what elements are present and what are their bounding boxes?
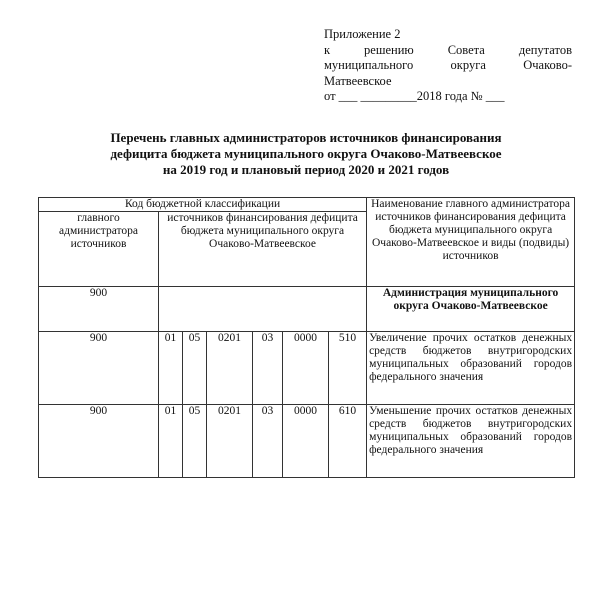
code-subgroup-cell: 05 [183, 405, 207, 478]
source-name-cell: Уменьшение прочих остатков денежных средств бюджетов внутригородских муниципальных образований городов федерального значения [367, 405, 575, 478]
source-name-cell: Увеличение прочих остатков денежных средств бюджетов внутригородских муниципальных образований городов федерального значения [367, 332, 575, 405]
header-row-group [39, 198, 575, 212]
code-group-cell: 01 [159, 332, 183, 405]
appendix-line-name: Матвеевское [324, 73, 392, 88]
admin-code-cell: 900 [39, 405, 159, 478]
code-level-cell: 03 [253, 405, 283, 478]
header-sources: источников финансирования дефицита бюджета муниципального округа Очаково-Матвеевское [159, 212, 367, 287]
code-operation-cell: 610 [329, 405, 367, 478]
document-title [40, 130, 572, 178]
appendix-line-district: муниципального округа Очаково- [324, 58, 572, 72]
title-line-3: на 2019 год и плановый период 2020 и 2021 годов [162, 162, 450, 177]
appendix-title: Приложение 2 [324, 27, 401, 41]
code-operation-cell: 510 [329, 332, 367, 405]
code-kind-cell: 0000 [283, 332, 329, 405]
table-row [39, 287, 575, 332]
empty-source-cell [159, 287, 367, 332]
admin-name-cell: Администрация муниципального округа Очаково-Матвеевское [367, 287, 575, 332]
code-level-cell: 03 [253, 332, 283, 405]
header-code-group: Код бюджетной классификации [39, 198, 367, 212]
admin-code-cell: 900 [39, 287, 159, 332]
header-admin: главного администратора источников [39, 212, 159, 287]
code-kind-cell: 0000 [283, 405, 329, 478]
admin-code-cell: 900 [39, 332, 159, 405]
title-line-2: дефицита бюджета муниципального округа Очаково-Матвеевское [110, 146, 502, 161]
code-subgroup-cell: 05 [183, 332, 207, 405]
code-group-cell: 01 [159, 405, 183, 478]
appendix-block [324, 27, 572, 105]
appendix-line-decision: к решению Совета депутатов [324, 42, 572, 57]
table-row [39, 405, 575, 478]
table-row [39, 332, 575, 405]
code-article-cell: 0201 [207, 405, 253, 478]
code-article-cell: 0201 [207, 332, 253, 405]
header-name: Наименование главного администратора источников финансирования дефицита бюджета муниципального округа Очаково-Матвеевское и виды (подвиды) источников [367, 198, 575, 287]
title-line-1: Перечень главных администраторов источников финансирования [110, 130, 502, 145]
appendix-date-line: от ___ _________2018 года № ___ [324, 89, 505, 103]
classification-table [38, 197, 575, 478]
